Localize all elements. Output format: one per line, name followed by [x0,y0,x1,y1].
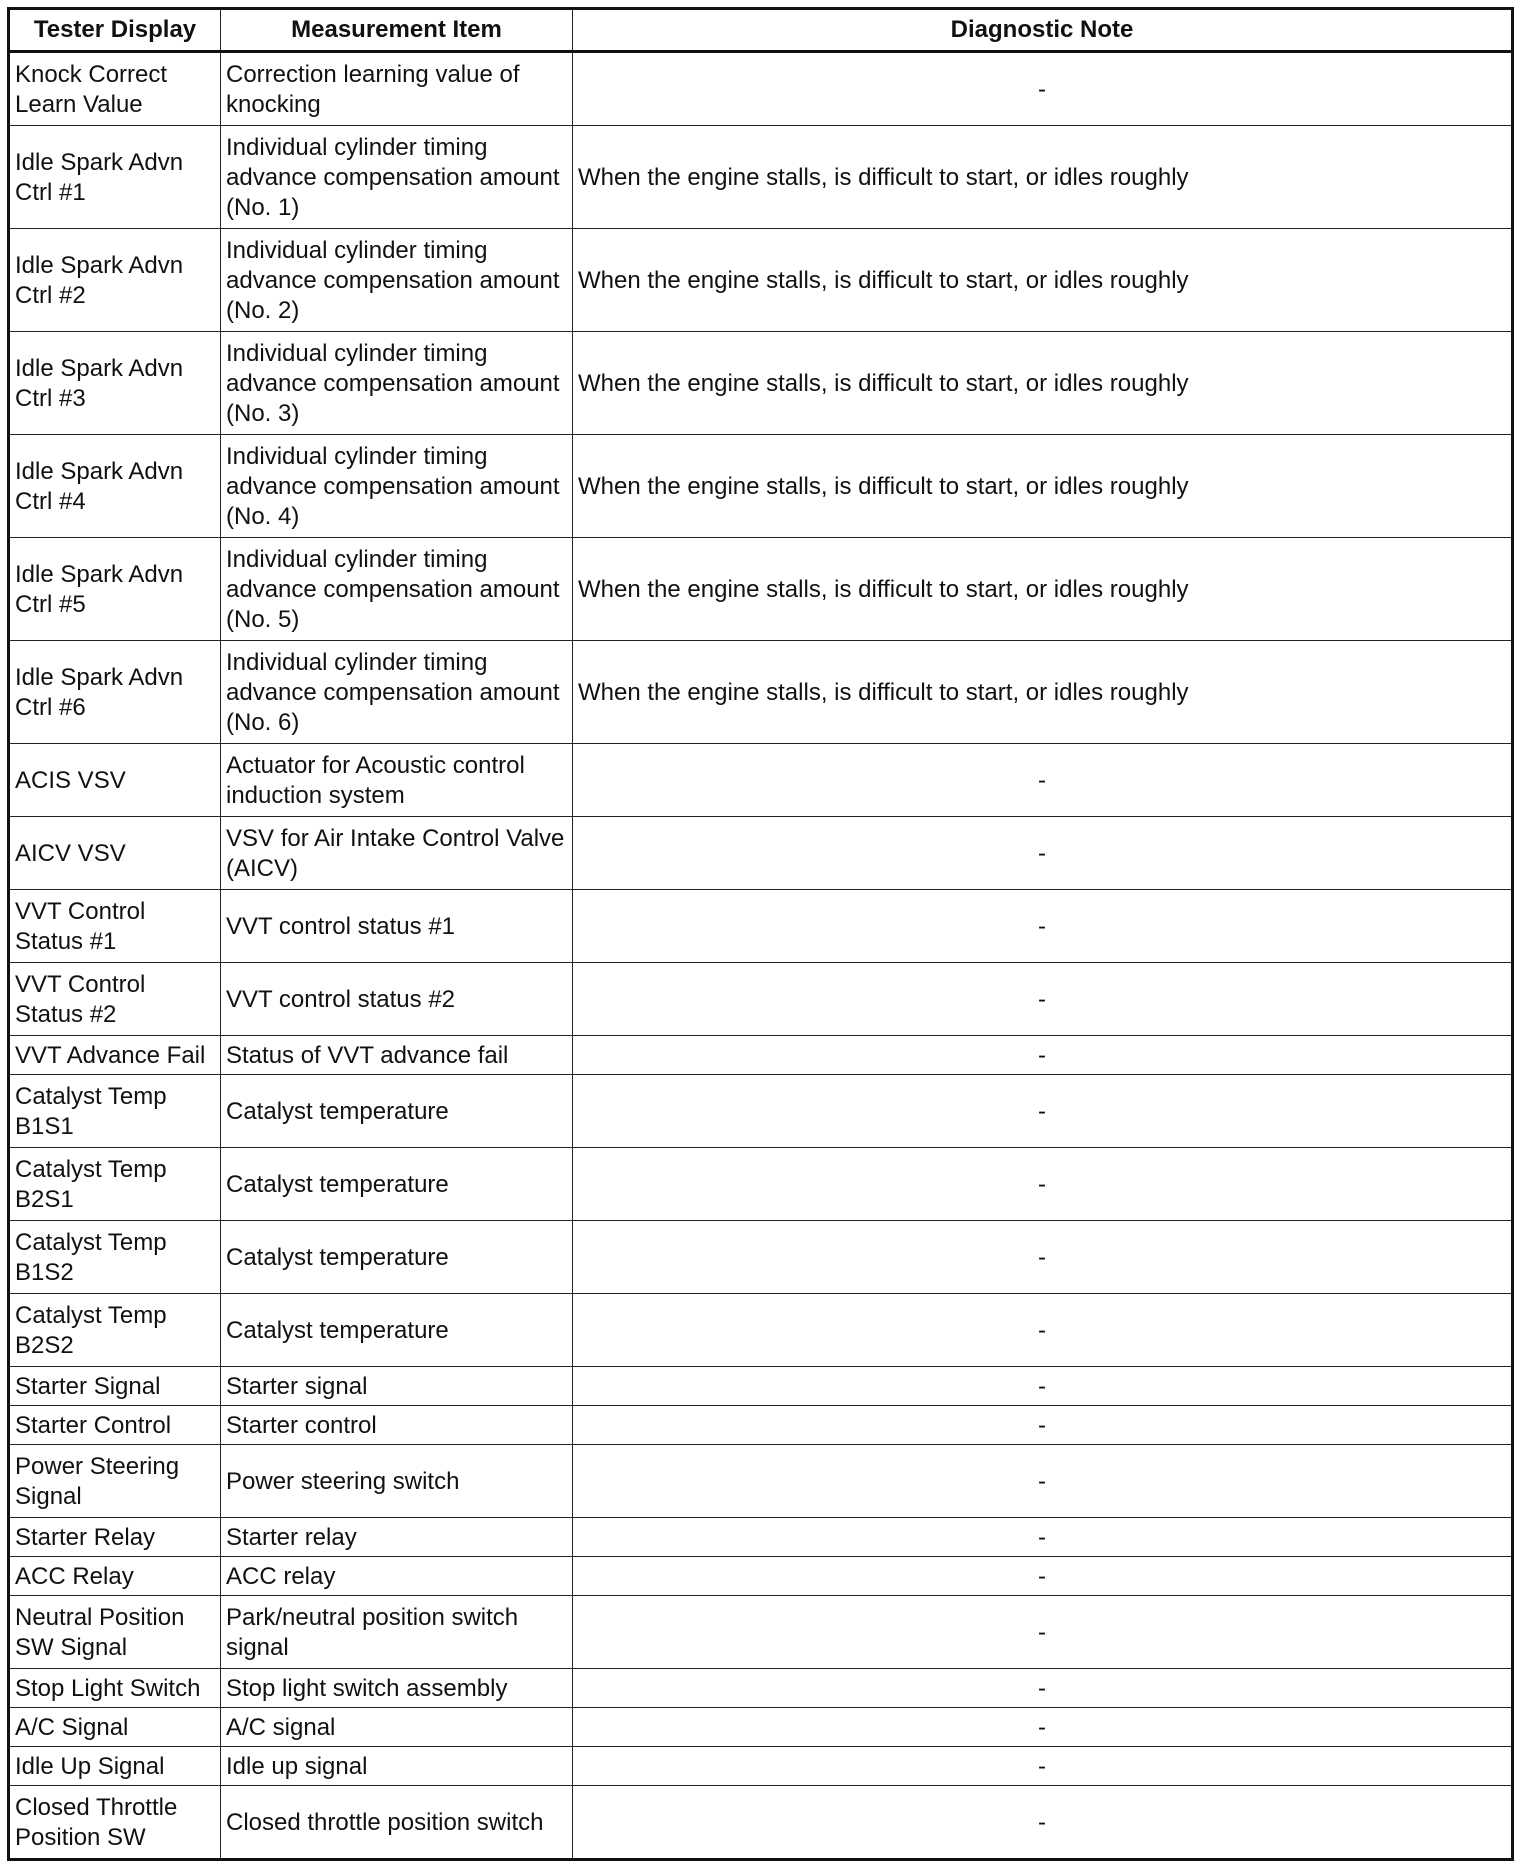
diagnostic-note-cell: - [573,1148,1513,1221]
diagnostic-note-cell: - [573,1294,1513,1367]
table-row [9,890,1513,963]
tester-display-cell: Idle Spark Advn Ctrl #1 [9,126,221,229]
table-row [9,963,1513,1036]
measurement-item-cell: Individual cylinder timing advance compensation amount (No. 1) [221,126,573,229]
table-row [9,52,1513,126]
table-row [9,1406,1513,1445]
table-row [9,1075,1513,1148]
tester-display-cell: Catalyst Temp B1S2 [9,1221,221,1294]
diagnostic-note-cell: - [573,744,1513,817]
tester-display-cell: Starter Signal [9,1367,221,1406]
tester-display-cell: AICV VSV [9,817,221,890]
table-row [9,1221,1513,1294]
tester-display-cell: Starter Control [9,1406,221,1445]
measurement-item-cell: Individual cylinder timing advance compensation amount (No. 2) [221,229,573,332]
tester-display-cell: Neutral Position SW Signal [9,1596,221,1669]
tester-display-cell: A/C Signal [9,1708,221,1747]
table-row [9,1036,1513,1075]
measurement-item-cell: Correction learning value of knocking [221,52,573,126]
table-row [9,1786,1513,1860]
diagnostic-note-cell: - [573,1557,1513,1596]
table-body [9,52,1513,1860]
tester-display-cell: Catalyst Temp B2S1 [9,1148,221,1221]
table-row [9,1518,1513,1557]
tester-display-cell: Starter Relay [9,1518,221,1557]
measurement-item-cell: Park/neutral position switch signal [221,1596,573,1669]
measurement-item-cell: Status of VVT advance fail [221,1036,573,1075]
table-row [9,1596,1513,1669]
measurement-item-cell: VSV for Air Intake Control Valve (AICV) [221,817,573,890]
measurement-item-cell: A/C signal [221,1708,573,1747]
measurement-item-cell: Closed throttle position switch [221,1786,573,1860]
table-row [9,1294,1513,1367]
measurement-item-cell: Individual cylinder timing advance compensation amount (No. 4) [221,435,573,538]
table-row [9,1445,1513,1518]
diagnostic-note-cell: When the engine stalls, is difficult to start, or idles roughly [573,229,1513,332]
tester-display-cell: Power Steering Signal [9,1445,221,1518]
measurement-item-cell: Catalyst temperature [221,1221,573,1294]
tester-display-cell: Stop Light Switch [9,1669,221,1708]
measurement-item-cell: Stop light switch assembly [221,1669,573,1708]
tester-display-cell: Idle Spark Advn Ctrl #4 [9,435,221,538]
diagnostic-note-cell: - [573,817,1513,890]
measurement-item-cell: Power steering switch [221,1445,573,1518]
table-row [9,126,1513,229]
measurement-item-cell: ACC relay [221,1557,573,1596]
measurement-item-cell: Individual cylinder timing advance compensation amount (No. 3) [221,332,573,435]
diagnostic-note-cell: - [573,1747,1513,1786]
tester-display-cell: VVT Control Status #1 [9,890,221,963]
table-row [9,1367,1513,1406]
table-row [9,1747,1513,1786]
table-row [9,332,1513,435]
diagnostic-note-cell: - [573,1596,1513,1669]
data-list-table [7,7,1514,1861]
tester-display-cell: ACIS VSV [9,744,221,817]
data-list-sheet [7,7,1511,1861]
measurement-item-cell: Catalyst temperature [221,1075,573,1148]
measurement-item-cell: Individual cylinder timing advance compensation amount (No. 6) [221,641,573,744]
tester-display-cell: Knock Correct Learn Value [9,52,221,126]
table-row [9,1148,1513,1221]
table-row [9,744,1513,817]
table-row [9,817,1513,890]
measurement-item-cell: Actuator for Acoustic control induction system [221,744,573,817]
diagnostic-note-cell: - [573,1708,1513,1747]
tester-display-cell: Idle Spark Advn Ctrl #2 [9,229,221,332]
measurement-item-cell: Idle up signal [221,1747,573,1786]
table-row [9,435,1513,538]
header-diagnostic-note: Diagnostic Note [573,9,1513,52]
diagnostic-note-cell: - [573,1518,1513,1557]
header-tester-display: Tester Display [9,9,221,52]
diagnostic-note-cell: - [573,1406,1513,1445]
diagnostic-note-cell: - [573,52,1513,126]
measurement-item-cell: VVT control status #1 [221,890,573,963]
tester-display-cell: Closed Throttle Position SW [9,1786,221,1860]
table-row [9,641,1513,744]
diagnostic-note-cell: - [573,1075,1513,1148]
table-row [9,1557,1513,1596]
diagnostic-note-cell: - [573,890,1513,963]
measurement-item-cell: VVT control status #2 [221,963,573,1036]
diagnostic-note-cell: When the engine stalls, is difficult to start, or idles roughly [573,641,1513,744]
measurement-item-cell: Individual cylinder timing advance compensation amount (No. 5) [221,538,573,641]
diagnostic-note-cell: - [573,1367,1513,1406]
measurement-item-cell: Starter control [221,1406,573,1445]
header-row [9,9,1513,52]
table-row [9,538,1513,641]
measurement-item-cell: Starter signal [221,1367,573,1406]
header-measurement-item: Measurement Item [221,9,573,52]
tester-display-cell: VVT Advance Fail [9,1036,221,1075]
diagnostic-note-cell: - [573,1221,1513,1294]
tester-display-cell: Idle Spark Advn Ctrl #5 [9,538,221,641]
diagnostic-note-cell: When the engine stalls, is difficult to start, or idles roughly [573,435,1513,538]
tester-display-cell: Idle Spark Advn Ctrl #6 [9,641,221,744]
diagnostic-note-cell: When the engine stalls, is difficult to start, or idles roughly [573,538,1513,641]
tester-display-cell: Catalyst Temp B1S1 [9,1075,221,1148]
diagnostic-note-cell: - [573,1786,1513,1860]
tester-display-cell: Idle Up Signal [9,1747,221,1786]
table-row [9,1708,1513,1747]
table-row [9,229,1513,332]
diagnostic-note-cell: When the engine stalls, is difficult to start, or idles roughly [573,126,1513,229]
diagnostic-note-cell: When the engine stalls, is difficult to start, or idles roughly [573,332,1513,435]
diagnostic-note-cell: - [573,963,1513,1036]
measurement-item-cell: Catalyst temperature [221,1294,573,1367]
diagnostic-note-cell: - [573,1036,1513,1075]
diagnostic-note-cell: - [573,1669,1513,1708]
diagnostic-note-cell: - [573,1445,1513,1518]
table-row [9,1669,1513,1708]
tester-display-cell: VVT Control Status #2 [9,963,221,1036]
tester-display-cell: ACC Relay [9,1557,221,1596]
measurement-item-cell: Starter relay [221,1518,573,1557]
measurement-item-cell: Catalyst temperature [221,1148,573,1221]
tester-display-cell: Catalyst Temp B2S2 [9,1294,221,1367]
tester-display-cell: Idle Spark Advn Ctrl #3 [9,332,221,435]
